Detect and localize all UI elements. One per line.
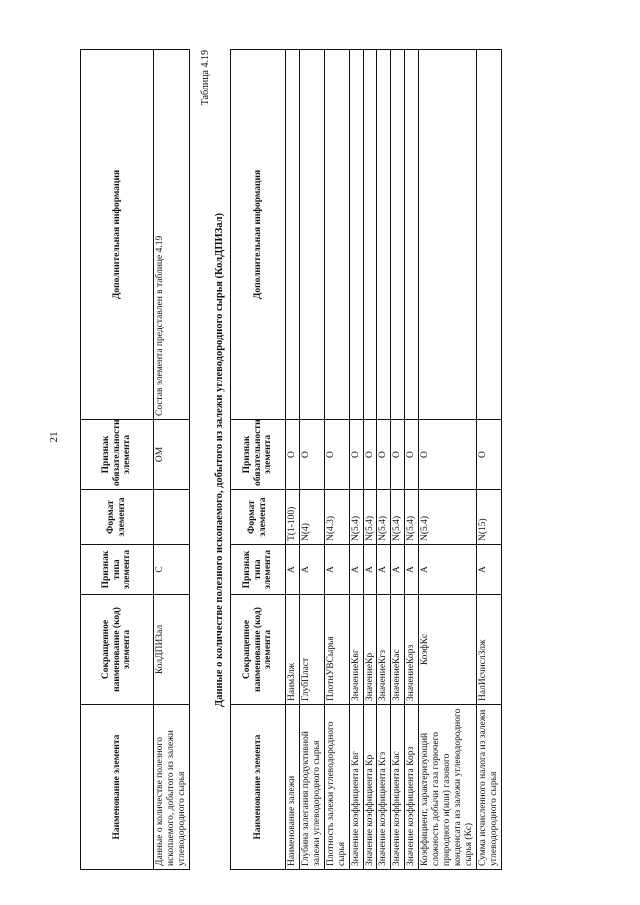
table-cell: Сумма исчисленного налога из залежи углеводородного сырья [476, 705, 501, 870]
table-cell: А [405, 545, 419, 595]
header-cell: Дополнительная информация [231, 50, 286, 420]
table-row [419, 50, 477, 870]
table-cell [391, 50, 405, 420]
table-cell: Значение коэффициента Кас [391, 705, 405, 870]
table-cell: С [154, 545, 190, 595]
table-cell [299, 50, 324, 420]
table-cell: ЗначениеКвг [349, 595, 363, 705]
table-cell: О [349, 420, 363, 490]
table-cell [377, 50, 391, 420]
table-title: Данные о количестве полезного ископаемого, добытого из залежи углеводородного сырья (КолДПИЗал) [214, 213, 225, 707]
table-cell: НалИсчислЗлж [476, 595, 501, 705]
table-row [286, 50, 300, 870]
page-number: 21 [48, 431, 60, 443]
table-cell: А [363, 545, 377, 595]
table-cell: А [476, 545, 501, 595]
table-cell: А [391, 545, 405, 595]
header-cell: Сокращенное наименование (код) элемента [231, 595, 286, 705]
table-cell: ЗначениеКгз [377, 595, 391, 705]
table-cell: ЗначениеКас [391, 595, 405, 705]
table-cell: N(5.4) [363, 490, 377, 545]
header-cell: Наименование элемента [231, 705, 286, 870]
table-cell: КолДПИЗал [154, 595, 190, 705]
table-cell: Значение коэффициента Кгз [377, 705, 391, 870]
table-cell: Глубина залегания продуктивной залежи углеводородного сырья [299, 705, 324, 870]
header-cell: Наименование элемента [81, 705, 154, 870]
table-row [377, 50, 391, 870]
header-cell: Формат элемента [231, 490, 286, 545]
table-header-row [231, 50, 286, 870]
table-cell: А [377, 545, 391, 595]
table-cell [349, 50, 363, 420]
table-cell: О [299, 420, 324, 490]
table-caption: Таблица 4.19 [200, 50, 211, 106]
header-cell: Дополнительная информация [81, 50, 154, 420]
table-cell [324, 50, 349, 420]
table-cell: N(5.4) [405, 490, 419, 545]
table-cell: N(5.4) [419, 490, 477, 545]
table-cell: А [324, 545, 349, 595]
header-cell: Формат элемента [81, 490, 154, 545]
table-cell [154, 490, 190, 545]
table-cell: N(4.3) [324, 490, 349, 545]
header-cell: Признак обязательности элемента [81, 420, 154, 490]
table-cell [405, 50, 419, 420]
table-row [349, 50, 363, 870]
elements-table-4-19 [230, 49, 502, 870]
table-row [405, 50, 419, 870]
table-cell: N(5.4) [391, 490, 405, 545]
table-cell: Данные о количестве полезного ископаемого, добытого из залежи углеводородного сырья [154, 705, 190, 870]
header-cell: Признак типа элемента [81, 545, 154, 595]
table-cell: О [419, 420, 477, 490]
table-cell: Значение коэффициента Кр [363, 705, 377, 870]
header-cell: Признак обязательности элемента [231, 420, 286, 490]
table-cell: А [419, 545, 477, 595]
table-cell: ЗначениеКр [363, 595, 377, 705]
table-cell: О [363, 420, 377, 490]
table-cell [476, 50, 501, 420]
table-row [299, 50, 324, 870]
rotated-page-content [80, 50, 540, 870]
table-cell: Коэффициент, характеризующий сложность добычи газа горючего природного и(или) газового конденсата из залежи углеводородного сырья (Кс) [419, 705, 477, 870]
table-cell: КоэфКс [419, 595, 477, 705]
table-cell: А [349, 545, 363, 595]
table-header-row [81, 50, 154, 870]
table-row [476, 50, 501, 870]
table-cell: N(5.4) [377, 490, 391, 545]
table-cell: НаимЗлж [286, 595, 300, 705]
table-cell: О [391, 420, 405, 490]
table-cell: ПлотнУВСырья [324, 595, 349, 705]
table-row [154, 50, 190, 870]
table-cell: Значение коэффициента Корз [405, 705, 419, 870]
table-cell: О [286, 420, 300, 490]
table-cell [363, 50, 377, 420]
table-cell: ЗначениеКорз [405, 595, 419, 705]
table-cell: ОМ [154, 420, 190, 490]
table-cell: О [405, 420, 419, 490]
table-cell [286, 50, 300, 420]
table-cell [419, 50, 477, 420]
table-cell: N(15) [476, 490, 501, 545]
table-cell: Значение коэффициента Квг [349, 705, 363, 870]
table-cell: N(5.4) [349, 490, 363, 545]
table-cell: Наименование залежи [286, 705, 300, 870]
table-cell: О [324, 420, 349, 490]
table-row [391, 50, 405, 870]
header-cell: Сокращенное наименование (код) элемента [81, 595, 154, 705]
table-row [324, 50, 349, 870]
header-cell: Признак типа элемента [231, 545, 286, 595]
table-cell: ГлубПласт [299, 595, 324, 705]
table-cell: О [377, 420, 391, 490]
table-cell: А [299, 545, 324, 595]
table-cell: N(4) [299, 490, 324, 545]
table-cell: Плотность залежи углеводородного сырья [324, 705, 349, 870]
table-cell: Состав элемента представлен в таблице 4.19 [154, 50, 190, 420]
table-row [363, 50, 377, 870]
elements-table-top [80, 49, 190, 870]
table-cell: Т(1-100) [286, 490, 300, 545]
table-cell: О [476, 420, 501, 490]
table-cell: А [286, 545, 300, 595]
